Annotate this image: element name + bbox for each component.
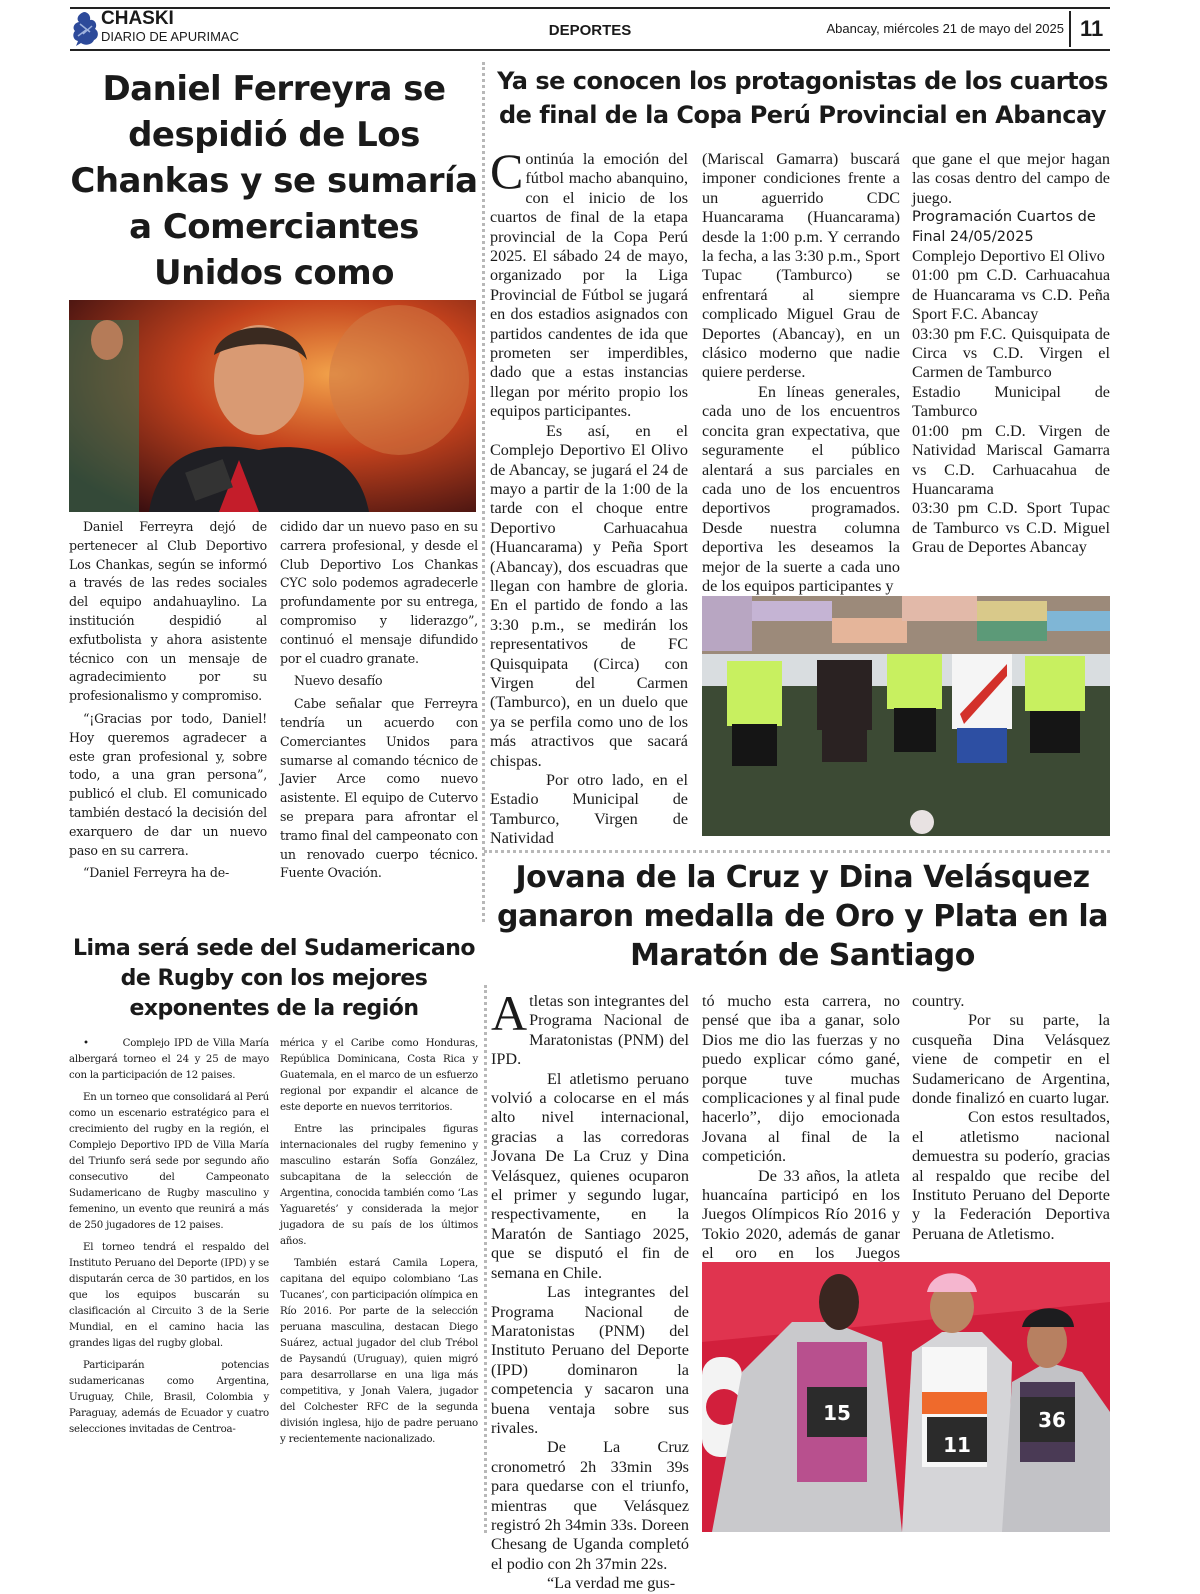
brand-name: CHASKI (101, 8, 174, 29)
ferreyra-photo (69, 300, 476, 512)
article-column-1 (491, 985, 689, 1594)
article-column-2 (702, 150, 900, 596)
article-headline: Lima será sede del Sudamericano de Rugby con los mejores exponentes de la región (72, 936, 476, 1021)
bullet-icon: • (83, 1038, 123, 1049)
header-separator (1069, 11, 1071, 47)
paragraph: Las integrantes del Programa Nacional de Maratonistas (PNM) del Instituto Peruano del Deporte (IPD) dominaron la competencia y sacaron una buena ventaja sobre sus rivales. (491, 1283, 689, 1437)
header-top-rule (70, 7, 1110, 9)
bib-number: 11 (943, 1433, 971, 1457)
paragraph: Entre las principales figuras internacionales del rugby femenino y masculino estarán Sofía González, subcapitana de la selección de Argentina, conocida también como ‘Las Yaguaretés’ y considerada la mejor jugadora de su país de los últimos años. (280, 1124, 478, 1247)
article-subheading: Nuevo desafío (294, 673, 383, 689)
schedule-title: Programación Cuartos de Final 24/05/2025 (912, 209, 1096, 245)
paragraph: ontinúa la emoción del fútbol macho abanquino, con el inicio de los cuartos de final de la etapa provincial de la Copa Perú 2025. El sábado 24 de mayo, organizado por la Liga Provincial de Fútbol se jugará en dos estadios asignados con partidos candentes de ida que prometen ser imperdibles, dado que a estas instancias llegan por mérito propio los equipos participantes. (490, 150, 688, 421)
schedule-match: 03:30 pm F.C. Quisquipata de Circa vs C.D. Virgen el Carmen de Tamburco (912, 324, 1110, 382)
paragraph: (Mariscal Gamarra) buscará imponer condiciones frente a un aguerrido CDC Huancarama (Huancarama) desde la 1:00 p.m. Y cerrando la fecha, a las 3:30 p.m., Sport Tupac (Tamburco) se enfrentará al siempre complicado Miguel Grau de Deportes (Abancay), en un clásico moderno que nadie quiere perderse. (702, 150, 900, 382)
article-bullet (69, 1036, 269, 1084)
drop-cap: A (491, 985, 528, 1041)
paragraph: El torneo tendrá el respaldo del Instituto Peruano del Deporte (IPD) y se disputarán cerca de 30 partidos, en los que los equipos buscarán su clasificación al Circuito 3 de la Serie Mundial, en el camino hacia las grandes ligas del rugby global. (69, 1242, 269, 1349)
header-bottom-rule (70, 49, 1110, 51)
paragraph: “La verdad me gus- (547, 1574, 676, 1593)
paragraph: “¡Gracias por todo, Daniel! Hoy queremos agradecer a este gran profesional y, sobre todo, a una gran persona”, publicó el club. El comunicado también destacó la decisión del exarquero de dar un nuevo paso en su carrera. (69, 710, 267, 858)
column-divider (484, 985, 487, 1533)
paragraph: country. (912, 992, 965, 1010)
paragraph: Es así, en el Complejo Deportivo El Olivo de Abancay, se jugará el 24 de mayo a partir de la 1:00 de la tarde con el choque entre Deportivo Carhuacahua (Huancarama) y Peña Sport (Abancay), dos escuadras que llegan con hambre de gloria. En el partido de fondo a las 3:30 p.m., se medirán los representativos de FC Quisquipata (Circa) con Virgen del Carmen (Tamburco), en un duelo que ya se perfila como uno de los más atractivos que sacará chispas. (490, 421, 688, 770)
bib-number: 36 (1038, 1408, 1066, 1432)
paragraph: Daniel Ferreyra dejó de pertenecer al Club Deportivo Los Chankas, según se informó a través de las redes sociales del equipo andahuaylino. La institución despidió al exfutbolista y ahora asistente técnico con un mensaje de agradecimiento por su profesionalismo y compromiso. (69, 519, 267, 704)
article-headline: Daniel Ferreyra se despidió de Los Chankas y se sumaría a Comerciantes Unidos como (70, 69, 478, 293)
article-column-1 (69, 1036, 269, 1444)
paragraph: cidido dar un nuevo paso en su carrera profesional, y desde el Club Deportivo Los Chankas CYC solo podemos agradecerle profundamente por su entrega, compromiso y liderazgo”, continuó el mensaje difundido por el cuadro granate. (280, 519, 478, 666)
article-column-2 (280, 518, 478, 887)
article-headline: Jovana de la Cruz y Dina Velásquez ganaron medalla de Oro y Plata en la Maratón de Santiago (497, 860, 1108, 973)
paragraph: Por otro lado, en el Estadio Municipal de Tamburco, Virgen de Natividad (490, 771, 688, 848)
schedule-venue: Estadio Municipal de Tamburco (912, 382, 1110, 421)
brand-subtitle: DIARIO DE APURIMAC (101, 29, 239, 44)
paragraph: tletas son integrantes del Programa Nacional de Maratonistas (PNM) del IPD. (491, 992, 689, 1069)
football-teams-photo (702, 596, 1110, 836)
issue-date: Abancay, miércoles 21 de mayo del 2025 (826, 21, 1064, 36)
paragraph: mérica y el Caribe como Honduras, República Dominicana, Costa Rica y Guatemala, en el marco de un esfuerzo regional por expandir el alcance de este deporte en nuevos territorios. (280, 1038, 478, 1113)
paragraph: De La Cruz cronometró 2h 33min 39s para quedarse con el triunfo, mientras que Velásquez registró 2h 34min 33s. Doreen Chesang de Uganda completó el podio con 2h 37min 22s. (491, 1438, 689, 1573)
article-column-2 (280, 1036, 478, 1454)
article-column-1 (69, 518, 267, 887)
paragraph: Por su parte, la cusqueña Dina Velásquez viene de competir en el Sudamericano de Argentina, donde finalizó en cuarto lugar. (912, 1011, 1110, 1108)
marathon-runners-photo (702, 1262, 1110, 1532)
article-column-2 (702, 992, 900, 1283)
paragraph: En un torneo que consolidará al Perú como un escenario estratégico para el crecimiento del rugby en la región, el Complejo Deportivo IPD de Villa María del Triunfo será sede por segundo año consecutivo del Campeonato Sudamericano de Rugby masculino y femenino, un evento que reunirá a más de 250 jugadores de 12 paises. (69, 1092, 269, 1231)
schedule-match: 03:30 pm C.D. Sport Tupac de Tamburco vs C.D. Miguel Grau de Deportes Abancay (912, 499, 1110, 557)
football-teams-photo-image (702, 596, 1110, 836)
article-column-3 (912, 150, 1110, 558)
article-column-3 (912, 992, 1110, 1244)
ferreyra-photo-image (69, 300, 476, 512)
paragraph: Con estos resultados, el atletismo nacional demuestra su poderío, gracias al respaldo que recibe del Instituto Peruano del Deporte y la Federación Deportiva Peruana de Atletismo. (912, 1108, 1110, 1243)
page-number: 11 (1080, 16, 1104, 41)
bib-number: 15 (823, 1401, 851, 1425)
bullet-text: Complejo IPD de Villa María albergará torneo el 24 y 25 de mayo con la participación de 12 paises. (69, 1038, 269, 1081)
drop-cap: C (490, 143, 524, 199)
article-column-1 (490, 143, 688, 849)
column-divider (482, 62, 485, 922)
paragraph: “Daniel Ferreyra ha de- (83, 865, 230, 881)
paragraph: En líneas generales, cada uno de los encuentros concita gran expectativa, que seguramente el público alentará a sus parciales en cada uno de los encuentros deportivos programados. Desde nuestra columna deportiva les deseamos la mejor de la suerte a cada uno de los equipos participantes y (702, 382, 900, 595)
chaski-logo-icon (70, 10, 100, 48)
schedule-venue: Complejo Deportivo El Olivo (912, 247, 1105, 266)
paragraph: tó mucho esta carrera, no pensé que iba a ganar, solo Dios me dio las fuerzas y no puedo explicar cómo gané, porque tuve muchas complicaciones y al final pude hacerlo”, dijo emocionada Jovana al final de la competición. (702, 992, 900, 1166)
paragraph: que gane el que mejor hagan las cosas dentro del campo de juego. (912, 150, 1110, 207)
schedule-match: 01:00 pm C.D. Virgen de Natividad Mariscal Gamarra vs C.D. Carhuacahua de Huancarama (912, 421, 1110, 498)
section-divider (484, 850, 1110, 853)
paragraph: Cabe señalar que Ferreyra tendría un acuerdo con Comerciantes Unidos para sumarse al comando técnico de Javier Arce como nuevo asistente. El equipo de Cutervo se prepara para afrontar el tramo final del campeonato con un renovado cuerpo técnico. Fuente Ovación. (280, 696, 478, 881)
paragraph: El atletismo peruano volvió a colocarse en el más alto nivel internacional, gracias a las corredoras Jovana De La Cruz y Dina Velásquez, quienes ocuparon el primer y segundo lugar, respectivamente, en la Maratón de Santiago 2025, que se disputó el fin de semana en Chile. (491, 1069, 689, 1282)
paragraph: Participarán potencias sudamericanas como Argentina, Uruguay, Chile, Brasil, Colombia y Paraguay, además de Ecuador y cuatro selecciones invitadas de Centroa- (69, 1360, 269, 1435)
article-headline: Ya se conocen los protagonistas de los cuartos de final de la Copa Perú Provincial en Abancay (497, 67, 1108, 129)
section-name: DEPORTES (548, 22, 632, 39)
schedule-match: 01:00 pm C.D. Carhuacahua de Huancarama vs C.D. Peña Sport F.C. Abancay (912, 266, 1110, 324)
paragraph: También estará Camila Lopera, capitana del equipo colombiano ‘Las Tucanes’, con participación olímpica en Río 2016. Por parte de la selección peruana masculina, destacan Diego Suárez, actual jugador del club Trébol de Paysandú (Uruguay), quien migró para desarrollarse en una liga más competitiva, y Jonah Valera, jugador del Colchester RFC de la segunda división inglesa, hijo de padre peruano y recientemente nacionalizado. (280, 1258, 478, 1445)
paragraph: De 33 años, la atleta huancaína participó en los Juegos Olímpicos Río 2016 y Tokio 2020, además de ganar el oro en los Juegos (702, 1166, 900, 1263)
marathon-runners-photo-image (702, 1262, 1110, 1532)
